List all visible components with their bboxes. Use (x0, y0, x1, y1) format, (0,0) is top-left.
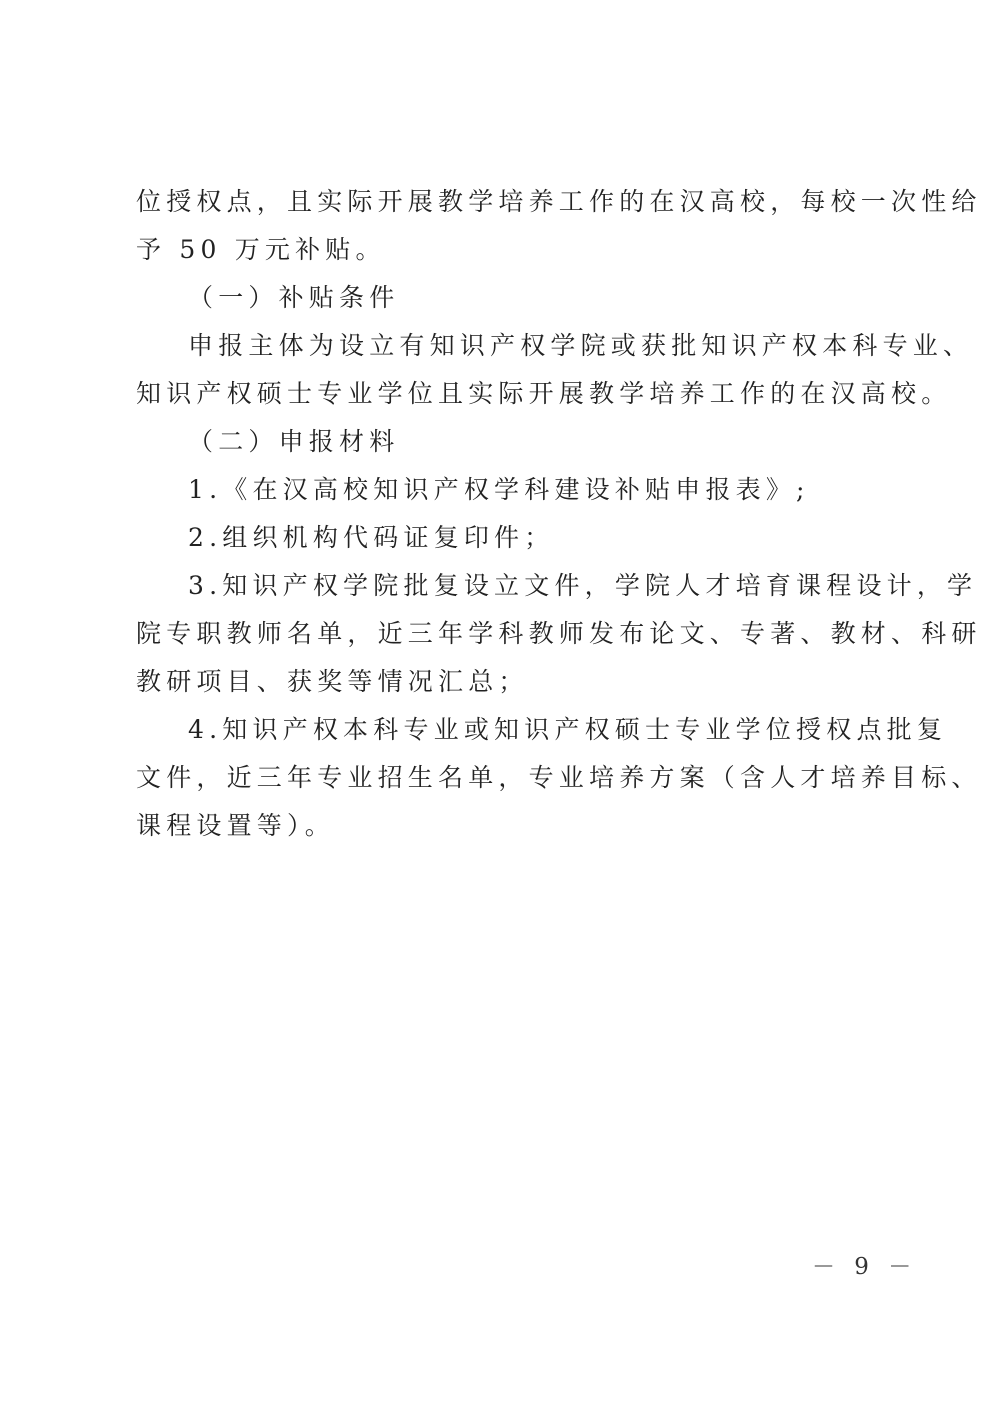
list-item-continuation: 教研项目、获奖等情况汇总； (136, 667, 529, 696)
page-number: － 9 － (812, 1254, 918, 1280)
list-item: 1.《在汉高校知识产权学科建设补贴申报表》; (188, 475, 810, 504)
list-item: 4.知识产权本科专业或知识产权硕士专业学位授权点批复 (188, 715, 948, 744)
section-heading: （一）补贴条件 (188, 283, 400, 312)
paragraph-line: 申报主体为设立有知识产权学院或获批知识产权本科专业、 (188, 331, 974, 360)
paragraph-line: 位授权点，且实际开展教学培养工作的在汉高校，每校一次性给 (136, 187, 982, 216)
list-item-continuation: 课程设置等）。 (136, 811, 335, 840)
paragraph-line: 予 50 万元补贴。 (136, 235, 386, 264)
list-item: 2.组织机构代码证复印件； (188, 523, 555, 552)
paragraph-line: 知识产权硕士专业学位且实际开展教学培养工作的在汉高校。 (136, 379, 952, 408)
list-item-continuation: 文件，近三年专业招生名单，专业培养方案（含人才培养目标、 (136, 763, 982, 792)
section-heading: （二）申报材料 (188, 427, 400, 456)
list-item: 3.知识产权学院批复设立文件，学院人才培育课程设计，学 (188, 571, 978, 600)
list-item-continuation: 院专职教师名单，近三年学科教师发布论文、专著、教材、科研 (136, 619, 982, 648)
